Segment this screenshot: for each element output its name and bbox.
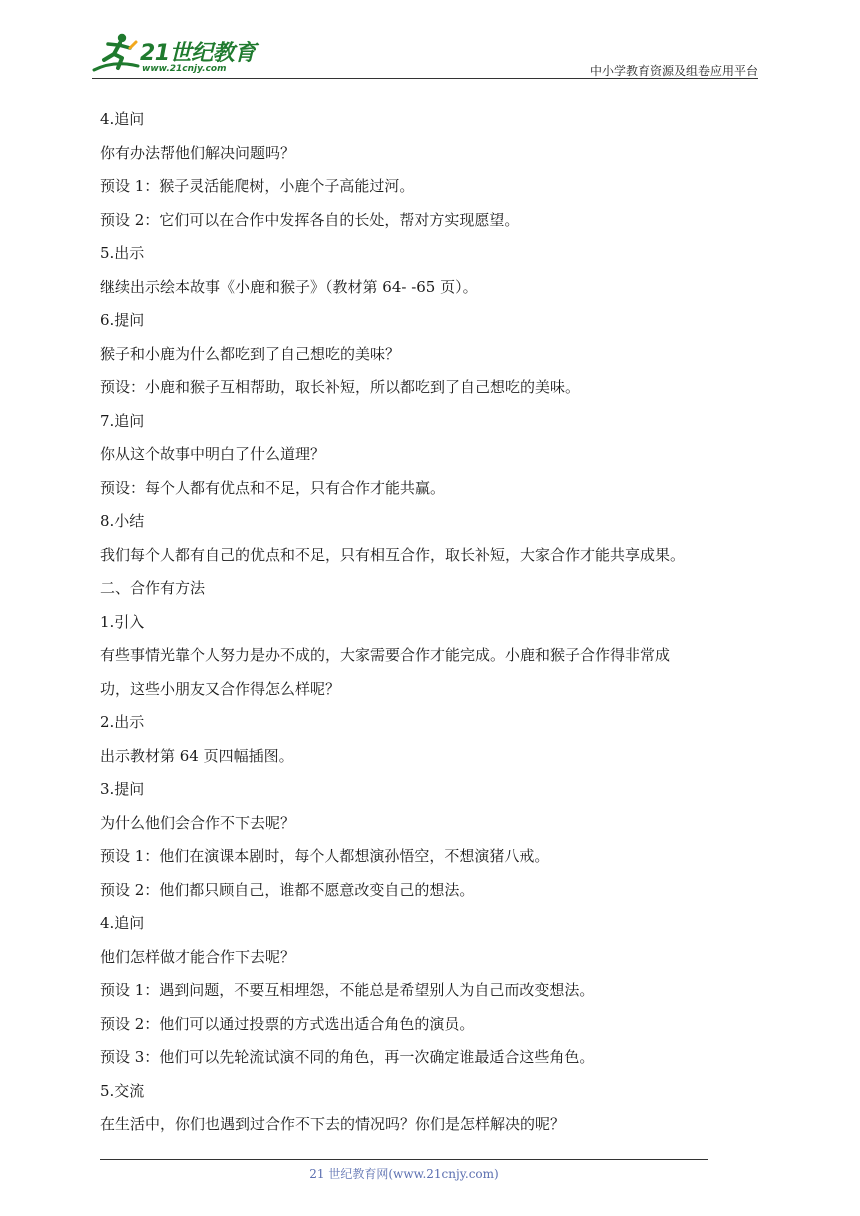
body-text: 继续出示绘本故事《小鹿和猴子》（教材第 64- -65 页）。 — [100, 277, 478, 296]
body-text: 功，这些小朋友又合作得怎么样呢？ — [100, 679, 341, 698]
preset-answer: 预设 1：猴子灵活能爬树，小鹿个子高能过河。 — [100, 177, 415, 195]
section-heading: 8.小结 — [100, 512, 145, 530]
section-heading: 3.提问 — [100, 780, 145, 798]
section-heading: 4.追问 — [100, 110, 145, 128]
question-text: 他们怎样做才能合作下去呢？ — [100, 947, 296, 966]
footer-link[interactable]: 21 世纪教育网(www.21cnjy.com) — [309, 1167, 499, 1181]
chapter-heading: 二、合作有方法 — [100, 579, 206, 597]
section-heading: 6.提问 — [100, 311, 145, 329]
site-logo — [92, 30, 262, 78]
document-body — [100, 103, 764, 1142]
preset-answer: 预设 2：他们都只顾自己，谁都不愿意改变自己的想法。 — [100, 880, 475, 899]
preset-answer: 预设 1：遇到问题，不要互相埋怨，不能总是希望别人为自己而改变想法。 — [100, 981, 595, 999]
question-text: 你有办法帮他们解决问题吗？ — [100, 143, 296, 162]
running-figure-icon — [92, 30, 140, 76]
body-text: 有些事情光靠个人努力是办不成的，大家需要合作才能完成。小鹿和猴子合作得非常成 — [100, 646, 671, 664]
question-text: 在生活中，你们也遇到过合作不下去的情况吗？你们是怎样解决的呢？ — [100, 1115, 566, 1133]
section-heading: 5.出示 — [100, 244, 145, 262]
question-text: 为什么他们会合作不下去呢？ — [100, 813, 296, 832]
question-text: 你从这个故事中明白了什么道理？ — [100, 445, 326, 463]
section-heading: 1.引入 — [100, 612, 145, 631]
preset-answer: 预设 2：它们可以在合作中发挥各自的长处，帮对方实现愿望。 — [100, 210, 520, 229]
footer-divider — [100, 1159, 708, 1160]
section-heading: 2.出示 — [100, 713, 145, 731]
preset-answer: 预设 2：他们可以通过投票的方式选出适合角色的演员。 — [100, 1014, 475, 1033]
preset-answer: 预设：小鹿和猴子互相帮助，取长补短，所以都吃到了自己想吃的美味。 — [100, 378, 581, 396]
section-heading: 7.追问 — [100, 411, 145, 430]
logo-text: 21世纪教育 — [140, 41, 256, 66]
header-divider — [92, 78, 758, 79]
section-heading: 5.交流 — [100, 1081, 145, 1100]
platform-name: 中小学教育资源及组卷应用平台 — [589, 64, 758, 78]
page-header — [92, 30, 758, 80]
preset-answer: 预设：每个人都有优点和不足，只有合作才能共赢。 — [100, 478, 446, 497]
preset-answer: 预设 1：他们在演课本剧时，每个人都想演孙悟空，不想演猪八戒。 — [100, 847, 550, 865]
preset-answer: 预设 3：他们可以先轮流试演不同的角色，再一次确定谁最适合这些角色。 — [100, 1048, 595, 1066]
body-text: 出示教材第 64 页四幅插图。 — [100, 746, 294, 765]
section-heading: 4.追问 — [100, 914, 145, 932]
logo-url: www.21cnjy.com — [142, 64, 227, 74]
question-text: 猴子和小鹿为什么都吃到了自己想吃的美味？ — [100, 344, 401, 363]
summary-text: 我们每个人都有自己的优点和不足，只有相互合作，取长补短，大家合作才能共享成果。 — [100, 545, 686, 564]
